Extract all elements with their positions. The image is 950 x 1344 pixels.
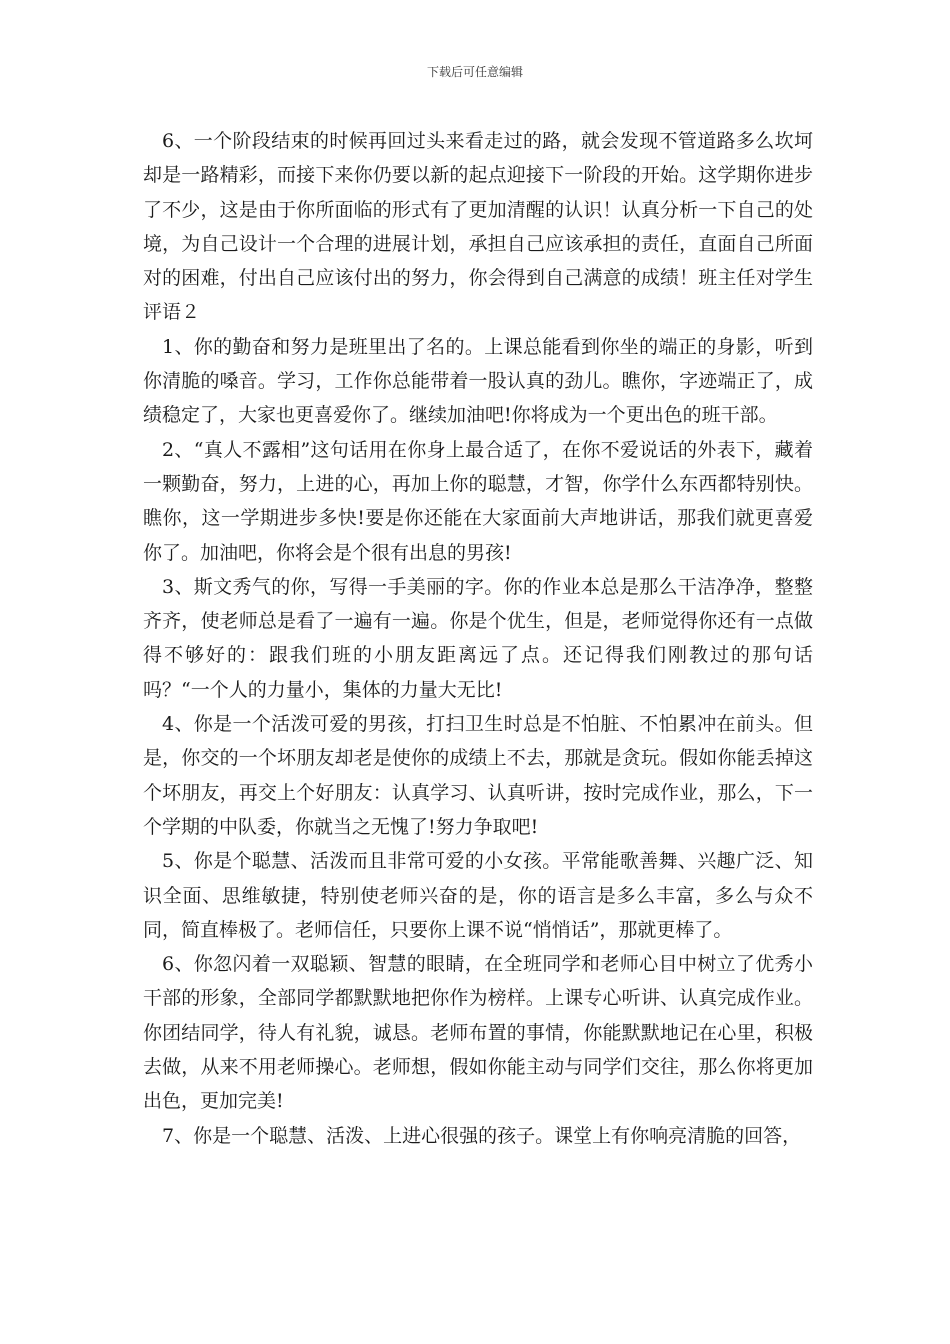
document-body bbox=[143, 124, 813, 1153]
paragraph: 6、你忽闪着一双聪颖、智慧的眼睛，在全班同学和老师心目中树立了优秀小干部的形象，全部同学都默默地把你作为榜样。上课专心听讲、认真完成作业。你团结同学，待人有礼貌，诚恳。老师布置的事情，你能默默地记在心里，积极去做，从来不用老师操心。老师想，假如你能主动与同学们交往，那么你将更加出色，更加完美! bbox=[143, 953, 813, 1113]
paragraph: 4、你是一个活泼可爱的男孩，打扫卫生时总是不怕脏、不怕累冲在前头。但是，你交的一个坏朋友却老是使你的成绩上不去，那就是贪玩。假如你能丢掉这个坏朋友，再交上个好朋友：认真学习、认真听讲，按时完成作业，那么，下一个学期的中队委，你就当之无愧了!努力争取吧! bbox=[143, 713, 813, 838]
paragraph: 7、你是一个聪慧、活泼、上进心很强的孩子。课堂上有你响亮清脆的回答， bbox=[162, 1124, 802, 1147]
page-header: 下载后可任意编辑 bbox=[426, 65, 523, 79]
paragraph: 5、你是个聪慧、活泼而且非常可爱的小女孩。平常能歌善舞、兴趣广泛、知识全面、思维敏捷，特别使老师兴奋的是，你的语言是多么丰富，多么与众不同，简直棒极了。老师信任，只要你上课不说“悄悄话”，那就更棒了。 bbox=[143, 850, 813, 941]
paragraph: 6、一个阶段结束的时候再回过头来看走过的路，就会发现不管道路多么坎坷却是一路精彩，而接下来你仍要以新的起点迎接下一阶段的开始。这学期你进步了不少，这是由于你所面临的形式有了更加清醒的认识！认真分析一下自己的处境，为自己设计一个合理的进展计划，承担自己应该承担的责任，直面自己所面对的困难，付出自己应该付出的努力，你会得到自己满意的成绩！班主任对学生评语２ bbox=[143, 130, 813, 324]
paragraph: 1、你的勤奋和努力是班里出了名的。上课总能看到你坐的端正的身影，听到你清脆的嗓音。学习，工作你总能带着一股认真的劲儿。瞧你，字迹端正了，成绩稳定了，大家也更喜爱你了。继续加油吧!你将成为一个更出色的班干部。 bbox=[143, 335, 813, 427]
paragraph: 3、斯文秀气的你，写得一手美丽的字。你的作业本总是那么干洁净净，整整齐齐，使老师总是看了一遍有一遍。你是个优生，但是，老师觉得你还有一点做得不够好的：跟我们班的小朋友距离远了点。还记得我们刚教过的那句话吗？“一个人的力量小，集体的力量大无比! bbox=[143, 575, 813, 701]
paragraph: 2、“真人不露相”这句话用在你身上最合适了，在你不爱说话的外表下，藏着一颗勤奋，努力，上进的心，再加上你的聪慧，才智，你学什么东西都特别快。瞧你，这一学期进步多快!要是你还能在大家面前大声地讲话，那我们就更喜爱你了。加油吧，你将会是个很有出息的男孩! bbox=[143, 438, 813, 564]
